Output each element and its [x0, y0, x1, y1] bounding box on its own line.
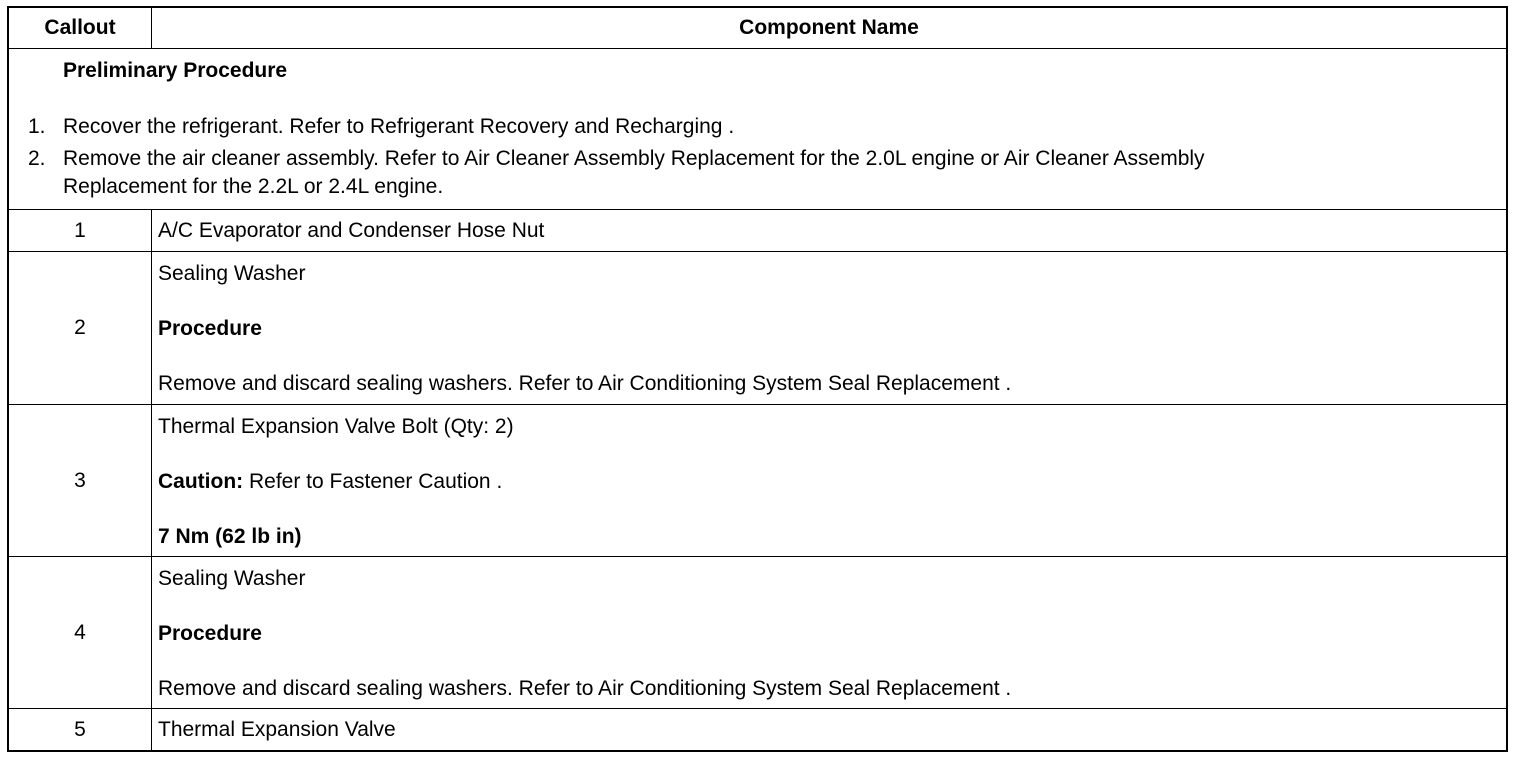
- table-row: [9, 557, 1506, 709]
- callout-cell: 4: [9, 557, 152, 708]
- component-table: [7, 6, 1508, 752]
- callout-cell: 2: [9, 252, 152, 404]
- table-row: [9, 405, 1506, 557]
- step-number: 1.: [28, 115, 46, 138]
- step-number: 2.: [28, 147, 46, 170]
- component-cell: [152, 252, 1506, 404]
- component-name: Thermal Expansion Valve Bolt (Qty: 2): [158, 415, 514, 438]
- procedure-text: Remove and discard sealing washers. Refer to Air Conditioning System Seal Replacement .: [158, 677, 1012, 700]
- caution-label: Caution:: [158, 470, 244, 493]
- component-name: A/C Evaporator and Condenser Hose Nut: [158, 218, 545, 242]
- table-row: [9, 252, 1506, 405]
- preliminary-procedure-row: [9, 49, 1506, 210]
- torque-spec: 7 Nm (62 lb in): [158, 525, 302, 548]
- header-component-name: Component Name: [739, 16, 919, 39]
- header-callout: Callout: [9, 8, 152, 48]
- component-name: Sealing Washer: [158, 262, 306, 285]
- caution-line: [158, 470, 502, 494]
- callout-cell: 5: [9, 709, 152, 750]
- component-name: Sealing Washer: [158, 567, 306, 590]
- procedure-label: Procedure: [158, 317, 262, 340]
- component-cell: [152, 557, 1506, 708]
- callout-cell: 1: [9, 210, 152, 251]
- step-text-continued: Replacement for the 2.2L or 2.4L engine.: [63, 175, 444, 198]
- table-row: [9, 210, 1506, 252]
- procedure-text: Remove and discard sealing washers. Refer to Air Conditioning System Seal Replacement .: [158, 372, 1012, 395]
- callout-cell: 3: [9, 405, 152, 556]
- component-cell: [152, 405, 1506, 556]
- procedure-label: Procedure: [158, 622, 262, 645]
- step-text: Recover the refrigerant. Refer to Refrigerant Recovery and Recharging .: [63, 115, 735, 138]
- component-cell: [152, 709, 1506, 750]
- component-name: Thermal Expansion Valve: [158, 717, 396, 741]
- preliminary-title: Preliminary Procedure: [63, 59, 288, 82]
- step-text: Remove the air cleaner assembly. Refer to Air Cleaner Assembly Replacement for the 2.0L engine or Air Cleaner Assembly: [63, 147, 1205, 170]
- caution-text: Refer to Fastener Caution .: [243, 470, 503, 493]
- table-header-row: [9, 8, 1506, 49]
- component-cell: [152, 210, 1506, 251]
- table-row: [9, 709, 1506, 750]
